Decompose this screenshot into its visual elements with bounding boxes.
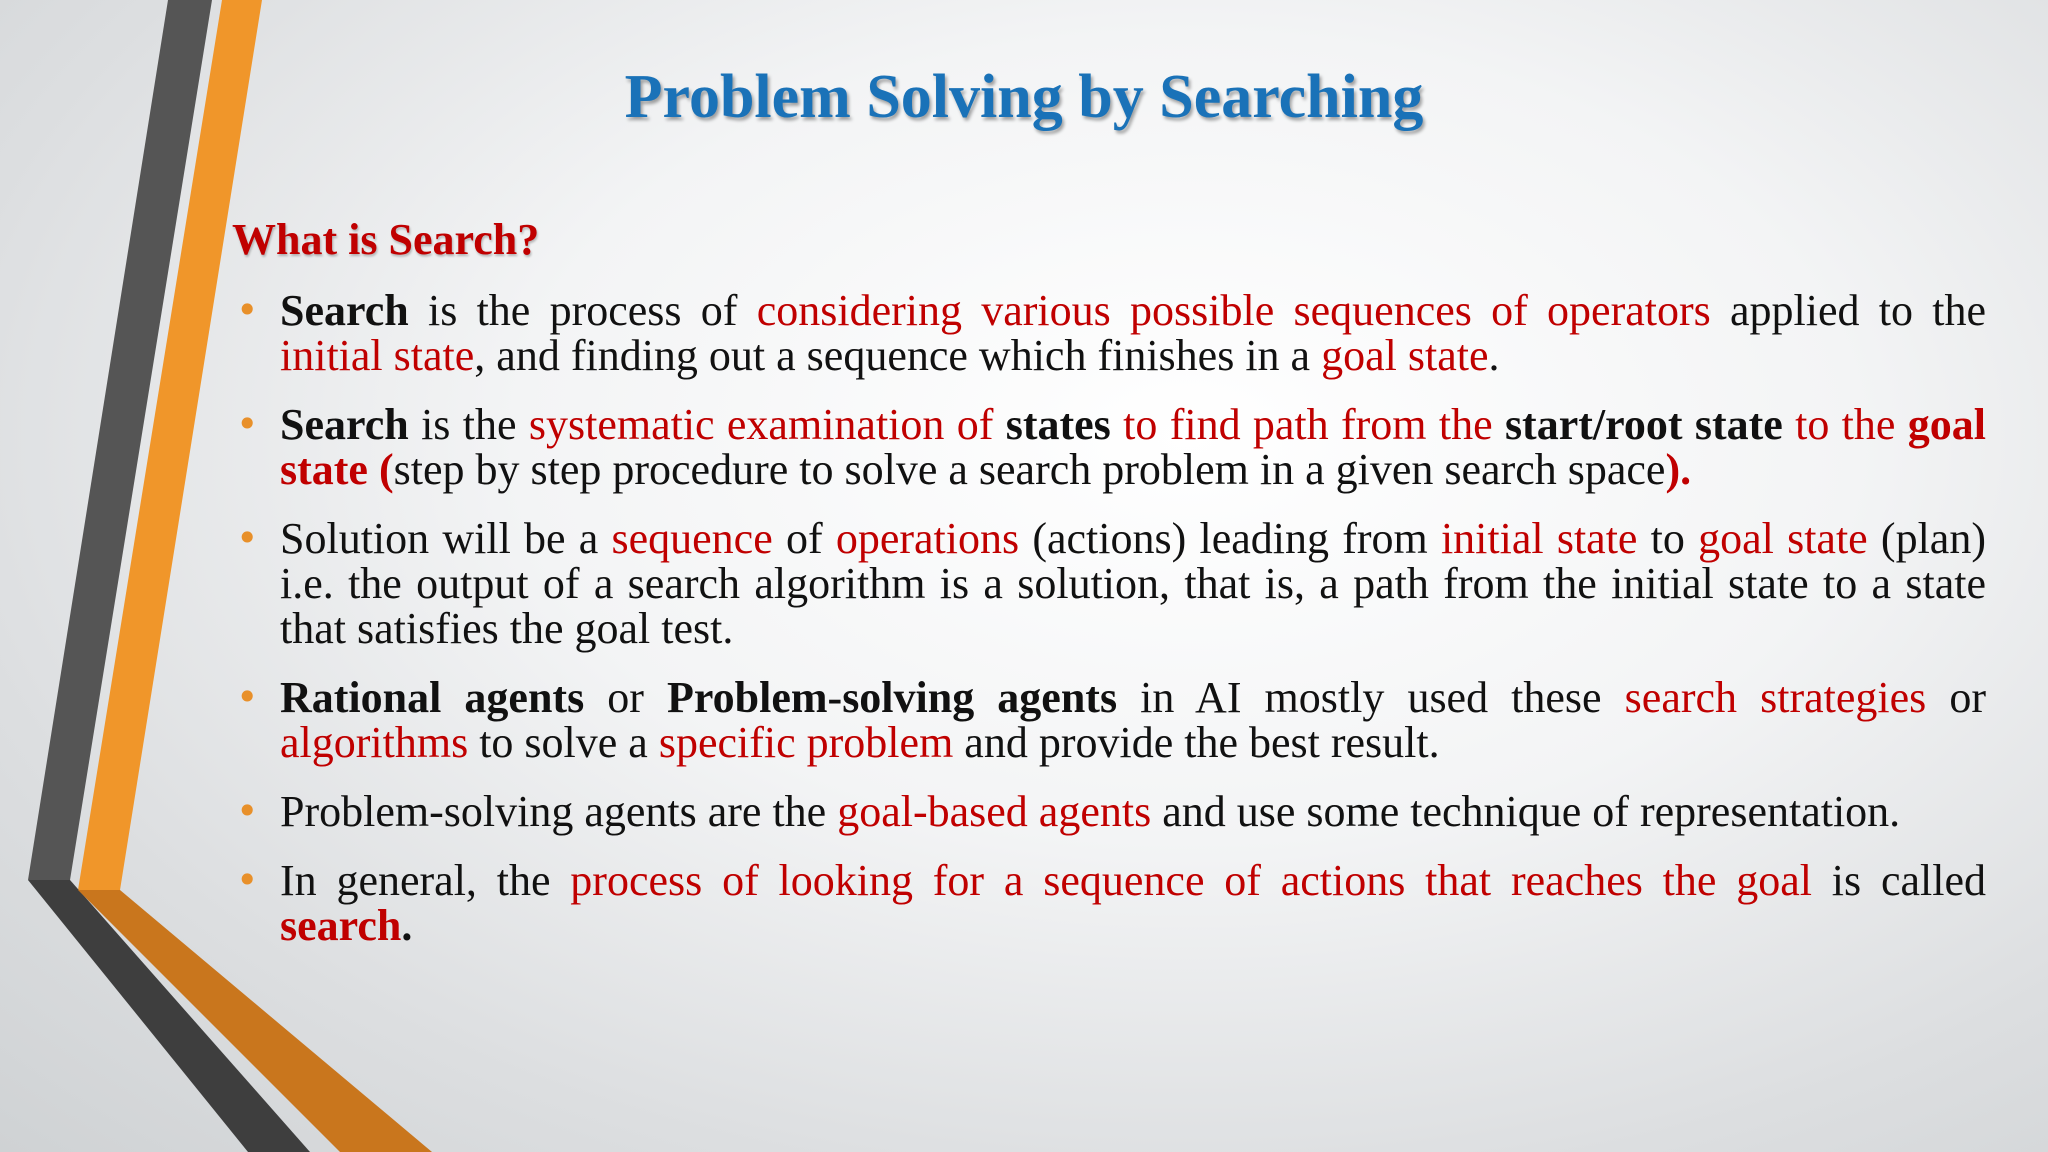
bullet-dot-icon: • [236,288,259,332]
bullet-dot-icon: • [236,789,259,833]
bullet-text [280,673,1986,767]
text-run: step by step procedure to solve a search problem in a given search space [393,445,1666,494]
slide-title: Problem Solving by Searching [624,63,1424,131]
text-run: initial state [1440,514,1638,563]
text-run: initial state [280,331,475,380]
text-run: Problem-solving agents [667,673,1118,722]
bullet-dot-icon: • [236,402,259,446]
text-run: sequence [611,514,773,563]
bullet-item [236,787,1986,836]
text-run: operations [835,514,1020,563]
text-run: is called [1812,856,1987,905]
text-run: ). [1665,445,1692,494]
bullet-text [280,400,1986,494]
bullet-item [236,856,1987,950]
text-run: process of looking for a sequence of actions that reaches the goal [570,856,1812,905]
bullet-list [236,286,1987,972]
text-run: systematic examination of [528,400,1006,449]
text-run: or [1926,673,1987,722]
text-run: and provide the best result. [953,718,1440,767]
text-run: start/root state [1504,400,1783,449]
bullet-text [280,514,1986,653]
section-heading: What is Search? [232,215,540,264]
text-run: of [772,514,836,563]
text-run: In general, the [280,856,571,905]
text-run: is the [408,400,529,449]
text-run: states [1005,400,1111,449]
bullet-item [236,400,1987,494]
text-run: to find path from the [1110,400,1505,449]
bullet-text [280,856,1986,950]
text-run: goal state [1321,331,1489,380]
text-run: search strategies [1624,673,1927,722]
text-run: is the process of [408,286,757,335]
text-run: Search [280,400,409,449]
text-run: or [584,673,668,722]
bullet-dot-icon: • [236,516,259,560]
text-run: in AI mostly used these [1117,673,1625,722]
text-run: to solve a [468,718,659,767]
text-run: applied to the [1710,286,1986,335]
text-run: , and finding out a sequence which finishes in a [474,331,1322,380]
text-run: (plan) i.e. the output of a search algorithm is a solution, that is, a path from the initial state to a state that satisfies the goal test. [280,514,1986,653]
text-run: considering various possible sequences of operators [756,286,1711,335]
text-run: goal state ( [280,400,1987,494]
text-run: Solution will be a [280,514,612,563]
bullet-item [236,514,1986,653]
text-run: (actions) leading from [1019,514,1441,563]
text-run: goal state [1698,514,1868,563]
text-run: . [1488,331,1500,380]
text-run: . [401,901,413,950]
bullet-dot-icon: • [236,675,259,719]
text-run: goal-based agents [837,787,1152,836]
text-run: specific problem [658,718,954,767]
text-run: Search [280,286,409,335]
text-run: and use some technique of representation. [1151,787,1901,836]
text-run: Rational agents [280,673,585,722]
text-run: to [1637,514,1699,563]
text-run: to the [1782,400,1908,449]
bullet-text [280,787,1900,836]
bullet-text [280,286,1986,380]
bullet-dot-icon: • [236,858,259,902]
text-run: algorithms [280,718,469,767]
bullet-item [236,286,1986,380]
bullet-item [236,673,1987,767]
text-run: Problem-solving agents are the [280,787,838,836]
text-run: search [280,901,402,950]
